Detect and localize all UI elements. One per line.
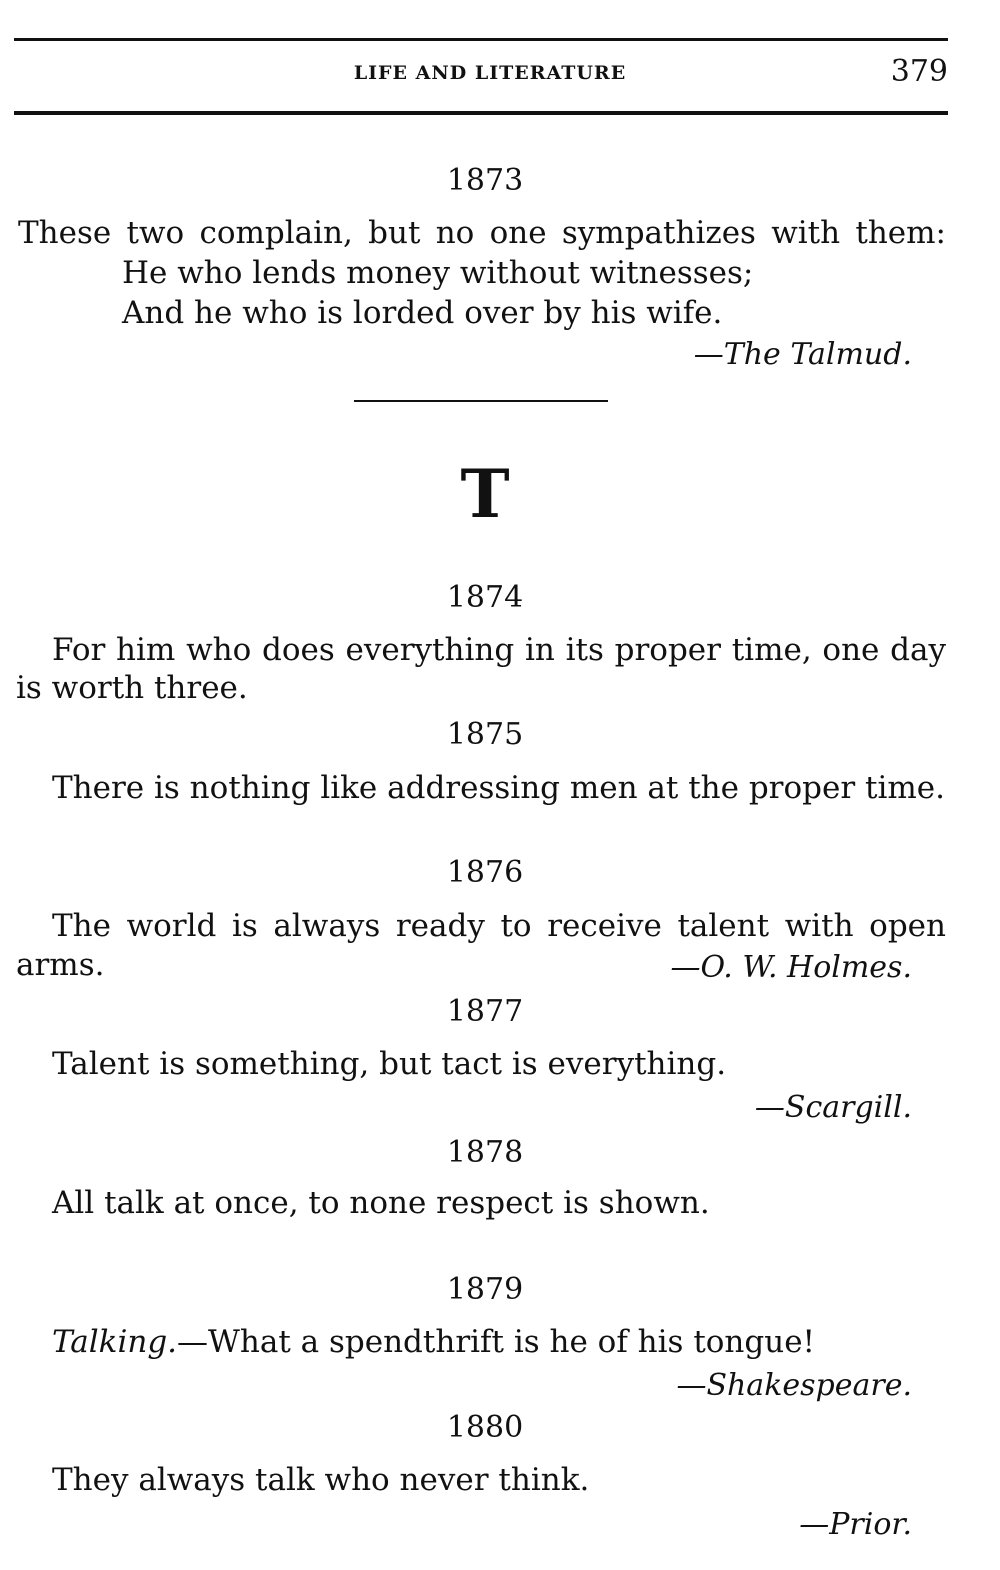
header-top-rule (14, 38, 948, 41)
entry-number-1874: 1874 (446, 580, 524, 615)
entry-1873-attribution: —The Talmud. (693, 337, 912, 372)
header-bottom-rule (14, 111, 948, 115)
entry-number-1880: 1880 (446, 1410, 524, 1445)
entry-1880-line-1: They always talk who never think. (52, 1462, 590, 1498)
entry-1879-text: —What a spendthrift is he of his tongue! (177, 1324, 816, 1360)
entry-1874-line-1: For him who does everything in its proper time, one day (52, 632, 946, 668)
entry-1877-line-1: Talent is something, but tact is everything. (52, 1046, 727, 1082)
entry-1879-line-1 (52, 1324, 815, 1360)
entry-number-1873: 1873 (446, 163, 524, 198)
entry-number-1877: 1877 (446, 994, 524, 1029)
entry-1880-attribution: —Prior. (799, 1507, 912, 1542)
entry-1878-line-1: All talk at once, to none respect is shown. (52, 1185, 710, 1221)
entry-1873-line-1: These two complain, but no one sympathizes with them: (18, 215, 946, 251)
entry-number-1879: 1879 (446, 1272, 524, 1307)
section-divider (354, 400, 608, 402)
entry-1876-line-2: arms. (16, 947, 105, 983)
entry-1873-line-3: And he who is lorded over by his wife. (122, 295, 723, 331)
entry-number-1878: 1878 (446, 1135, 524, 1170)
section-letter: T (460, 455, 510, 533)
entry-number-1875: 1875 (446, 717, 524, 752)
entry-1876-line-1: The world is always ready to receive talent with open (52, 908, 946, 944)
page-number: 379 (890, 54, 948, 89)
entry-1874-line-2: is worth three. (16, 670, 248, 706)
entry-1873-line-2: He who lends money without witnesses; (122, 255, 754, 291)
entry-1879-lead: Talking. (52, 1324, 178, 1360)
entry-number-1876: 1876 (446, 855, 524, 890)
entry-1876-attribution: —O. W. Holmes. (670, 950, 912, 985)
entry-1879-attribution: —Shakespeare. (676, 1368, 912, 1403)
running-head: LIFE AND LITERATURE (353, 62, 627, 84)
entry-1877-attribution: —Scargill. (754, 1090, 912, 1125)
entry-1875-line-1: There is nothing like addressing men at the proper time. (52, 770, 945, 806)
